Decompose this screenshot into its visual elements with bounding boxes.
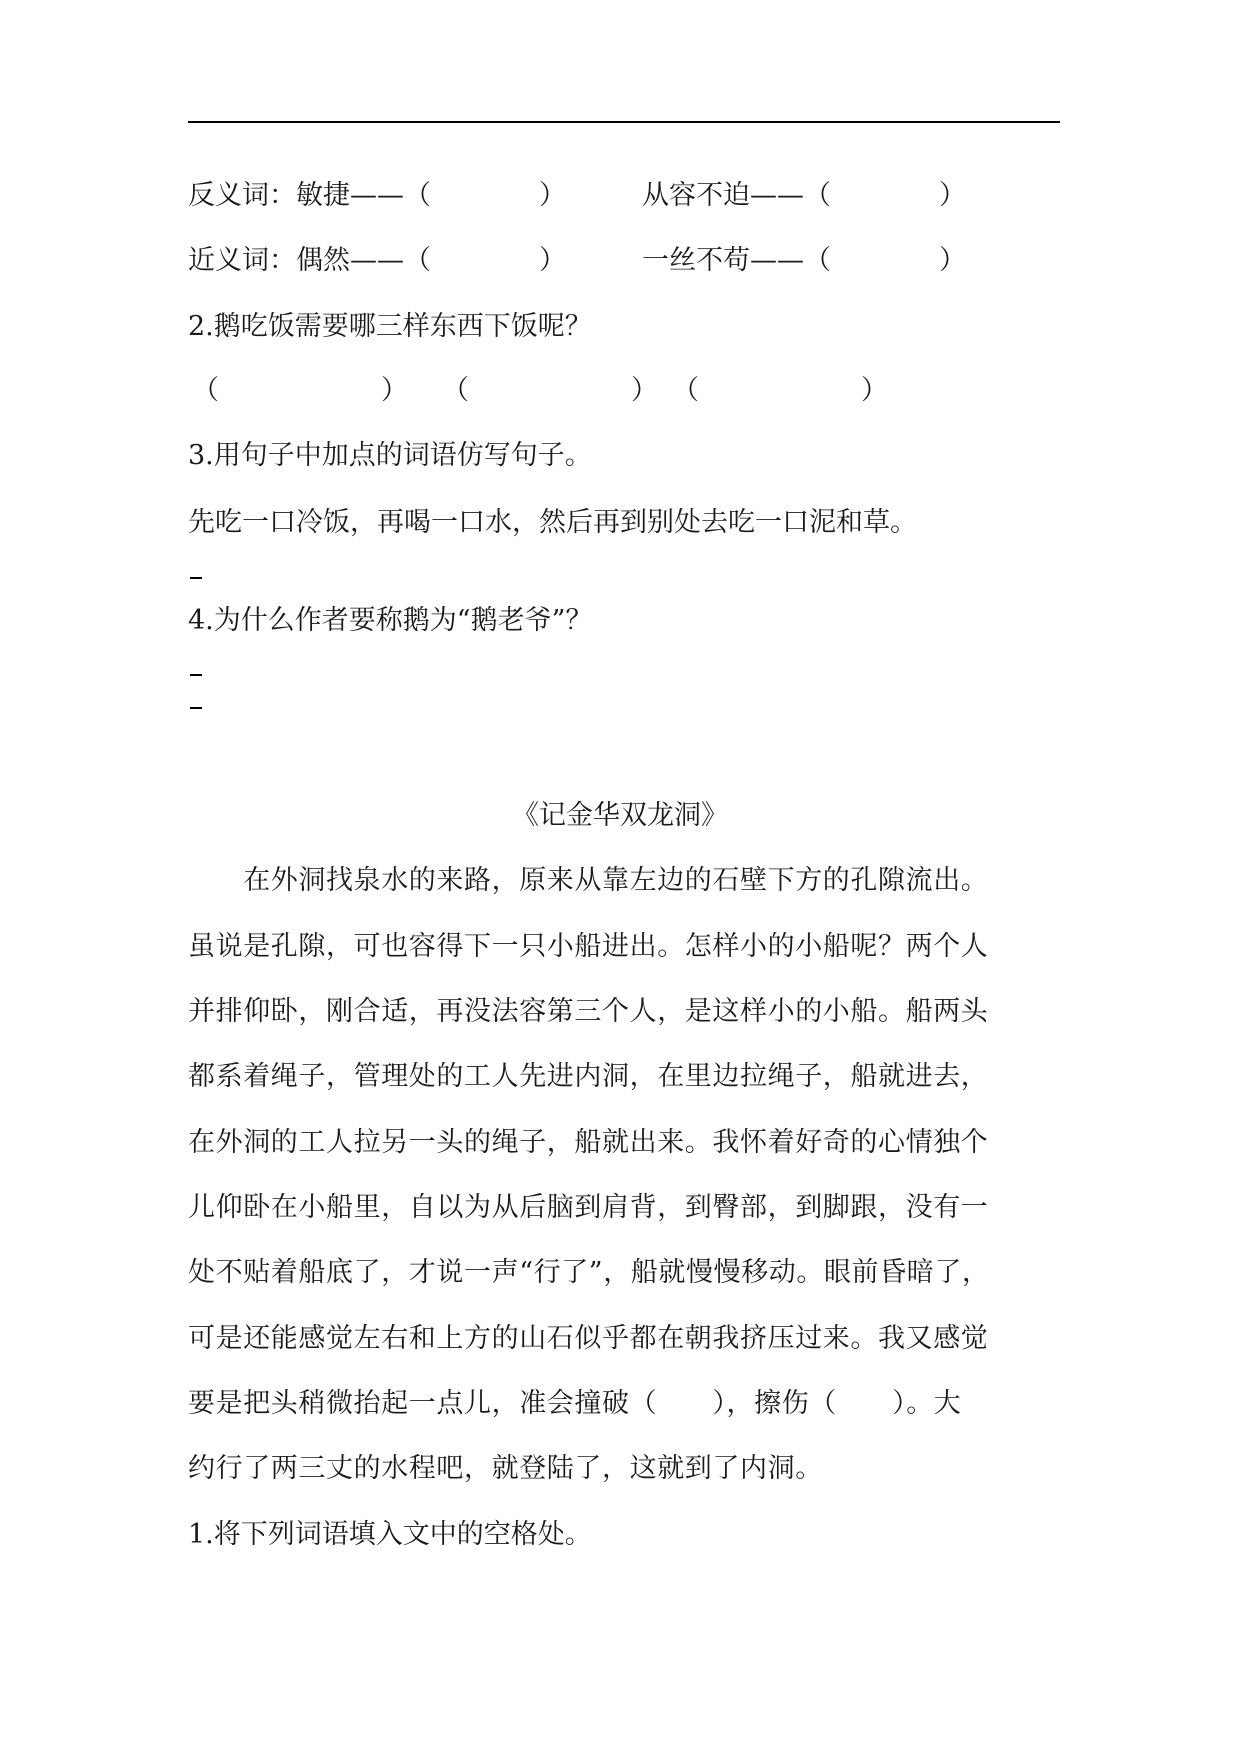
passage-line: 在外洞找泉水的来路，原来从靠左边的石壁下方的孔隙流出。 xyxy=(188,865,989,896)
question-2: 2.鹅吃饭需要哪三样东西下饭呢？ xyxy=(188,311,592,342)
synonym-right: 一丝不苟——（ ） xyxy=(642,245,966,276)
passage-title: 《记金华双龙洞》 xyxy=(512,800,728,831)
passage-line: 处不贴着船底了，才说一声“行了”，船就慢慢移动。眼前昏暗了， xyxy=(188,1257,990,1288)
passage-line: 约行了两三丈的水程吧，就登陆了，这就到了内洞。 xyxy=(188,1453,823,1484)
passage-line: 儿仰卧在小船里，自以为从后脑到肩背，到臀部，到脚跟，没有一 xyxy=(188,1192,989,1223)
passage-line: 虽说是孔隙，可也容得下一只小船进出。怎样小的小船呢？两个人 xyxy=(188,931,989,962)
passage-line: 并排仰卧，刚合适，再没法容第三个人，是这样小的小船。船两头 xyxy=(188,996,989,1027)
passage-line: 要是把头稍微抬起一点儿，准会撞破（ ），擦伤（ ）。大 xyxy=(188,1388,962,1419)
model-sentence: 先吃一口冷饭，再喝一口水，然后再到别处去吃一口泥和草。 xyxy=(188,507,917,538)
synonym-left: 近义词：偶然——（ ） xyxy=(188,245,566,276)
answer-line xyxy=(190,577,202,579)
antonym-right: 从容不迫——（ ） xyxy=(642,180,966,211)
passage-question-1: 1.将下列词语填入文中的空格处。 xyxy=(188,1519,592,1550)
answer-blank-1: （ ） xyxy=(192,375,408,406)
antonym-left: 反义词：敏捷——（ ） xyxy=(188,180,566,211)
answer-line xyxy=(190,674,202,676)
synonym-row xyxy=(188,241,1060,281)
passage-line: 都系着绳子，管理处的工人先进内洞，在里边拉绳子，船就进去， xyxy=(188,1061,989,1092)
question-3: 3.用句子中加点的词语仿写句子。 xyxy=(188,440,592,471)
antonym-row xyxy=(188,176,1060,216)
question-4: 4.为什么作者要称鹅为“鹅老爷”？ xyxy=(188,605,593,636)
passage-line: 在外洞的工人拉另一头的绳子，船就出来。我怀着好奇的心情独个 xyxy=(188,1127,989,1158)
answer-line xyxy=(190,707,202,709)
question-2-blanks xyxy=(188,371,1060,411)
answer-blank-2: （ ） xyxy=(442,375,658,406)
header-rule xyxy=(188,121,1060,123)
passage-line: 可是还能感觉左右和上方的山石似乎都在朝我挤压过来。我又感觉 xyxy=(188,1323,989,1354)
answer-blank-3: （ ） xyxy=(672,375,888,406)
